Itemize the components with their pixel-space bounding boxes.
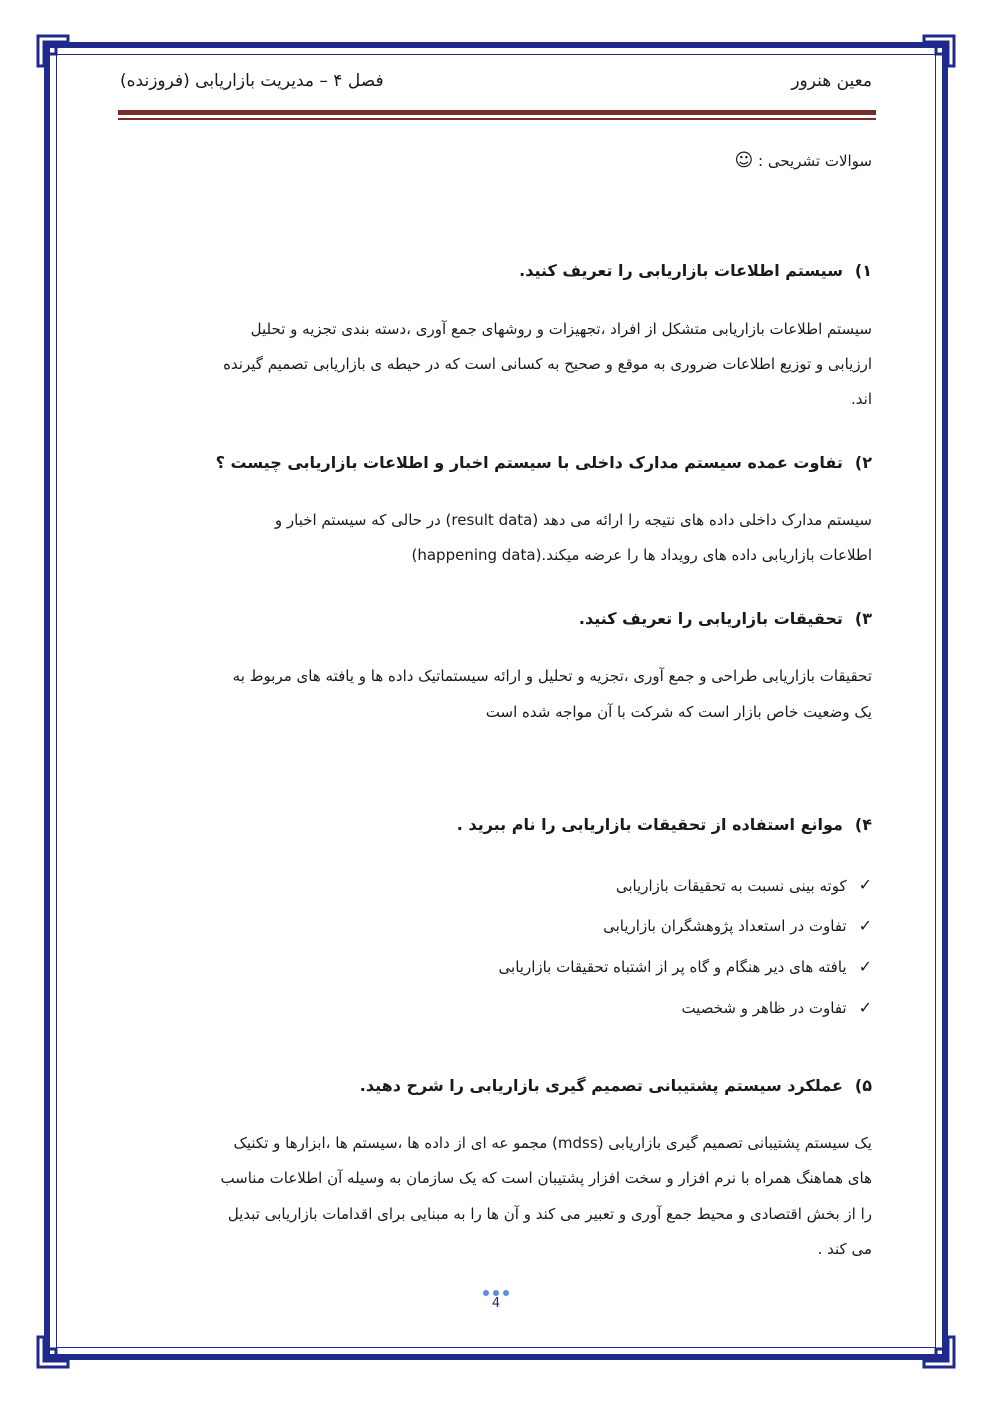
corner-ornament-icon bbox=[922, 1335, 956, 1369]
list-item-text: تفاوت در استعداد پژوهشگران بازاریابی bbox=[603, 917, 847, 936]
answer-line: یک سیستم پشتیبانی تصمیم گیری بازاریابی (mdss) مجمو عه ای از داده ها ،سیستم ها ،ابزارها و تکنیک bbox=[233, 1134, 872, 1153]
corner-ornament-icon bbox=[922, 34, 956, 68]
header-author: معین هنرور bbox=[791, 71, 872, 91]
answer-paragraph bbox=[120, 503, 872, 574]
smiley-icon: ☺ bbox=[734, 150, 754, 171]
question-heading bbox=[120, 600, 872, 638]
question-number: ۵) bbox=[854, 1075, 872, 1095]
question-title: تحقیقات بازاریابی را تعریف کنید. bbox=[578, 608, 843, 628]
header-rule-thin bbox=[118, 118, 876, 120]
page-content bbox=[120, 140, 872, 1293]
question-title: سیستم اطلاعات بازاریابی را تعریف کنید. bbox=[519, 261, 843, 281]
list-item-text: یافته های دیر هنگام و گاه پر از اشتباه تحقیقات بازاریابی bbox=[498, 958, 847, 977]
check-icon: ✓ bbox=[858, 916, 872, 936]
check-icon: ✓ bbox=[858, 997, 872, 1017]
question-heading bbox=[120, 252, 872, 290]
list-item bbox=[120, 906, 872, 947]
question-heading bbox=[120, 806, 872, 844]
answer-line: های هماهنگ همراه با نرم افزار و سخت افزار پشتیبان است که یک سازمان به وسیله آن اطلاعات مناسب bbox=[220, 1169, 872, 1188]
answer-paragraph bbox=[120, 1126, 872, 1267]
page-number-text: 4 bbox=[491, 1296, 501, 1311]
answer-line: سیستم اطلاعات بازاریابی متشکل از افراد ،تجهیزات و روشهای جمع آوری ،دسته بندی تجزیه و تحلیل bbox=[250, 319, 872, 338]
answer-line: می کند . bbox=[817, 1239, 872, 1258]
list-item-text: کوته بینی نسبت به تحقیقات بازاریابی bbox=[615, 876, 847, 895]
question-title: تفاوت عمده سیستم مدارک داخلی با سیستم اخبار و اطلاعات بازاریابی چیست ؟ bbox=[215, 452, 843, 472]
answer-line: ارزیابی و توزیع اطلاعات ضروری به موقع و صحیح به کسانی است که در حیطه ی بازاریابی تصمیم گیرنده bbox=[223, 355, 872, 374]
obstacles-list bbox=[120, 865, 872, 1028]
answer-paragraph bbox=[120, 659, 872, 730]
corner-ornament-icon bbox=[36, 34, 70, 68]
question-number: ۳) bbox=[854, 608, 872, 628]
question-number: ۱) bbox=[854, 261, 872, 281]
list-item bbox=[120, 988, 872, 1029]
answer-line: یک وضعیت خاص بازار است که شرکت با آن مواجه شده است bbox=[485, 702, 872, 721]
answer-line: تحقیقات بازاریابی طراحی و جمع آوری ،تجزیه و تحلیل و ارائه سیستماتیک داده ها و یافته های مربوط به bbox=[232, 667, 872, 686]
page-header bbox=[120, 64, 872, 98]
list-item bbox=[120, 865, 872, 906]
header-chapter: فصل ۴ – مدیریت بازاریابی (فروزنده) bbox=[120, 71, 384, 91]
question-title: موانع استفاده از تحقیقات بازاریابی را نام ببرید . bbox=[456, 814, 843, 834]
answer-line: اطلاعات بازاریابی داده های رویداد ها را عرضه میکند.(happening data) bbox=[411, 546, 872, 565]
list-item bbox=[120, 947, 872, 988]
list-item-text: تفاوت در ظاهر و شخصیت bbox=[681, 999, 847, 1018]
answer-line: اند. bbox=[851, 390, 872, 409]
question-title: عملکرد سیستم پشتیبانی تصمیم گیری بازاریابی را شرح دهید. bbox=[359, 1075, 843, 1095]
question-number: ۴) bbox=[854, 814, 872, 834]
answer-line: سیستم مدارک داخلی داده های نتیجه را ارائه می دهد (result data) در حالی که سیستم اخبار و bbox=[274, 511, 872, 530]
check-icon: ✓ bbox=[858, 875, 872, 895]
question-number: ۲) bbox=[854, 452, 872, 472]
question-heading bbox=[120, 444, 872, 482]
section-intro bbox=[120, 140, 872, 182]
question-heading bbox=[120, 1067, 872, 1105]
answer-paragraph bbox=[120, 312, 872, 418]
intro-text: سوالات تشریحی : bbox=[758, 152, 872, 170]
header-rule bbox=[118, 110, 876, 115]
answer-line: را از بخش اقتصادی و محیط جمع آوری و تعبیر می کند و آن ها را به مبنایی برای اقدامات بازاریابی تبدیل bbox=[227, 1204, 872, 1223]
check-icon: ✓ bbox=[858, 957, 872, 977]
corner-ornament-icon bbox=[36, 1335, 70, 1369]
page-number bbox=[476, 1290, 516, 1311]
